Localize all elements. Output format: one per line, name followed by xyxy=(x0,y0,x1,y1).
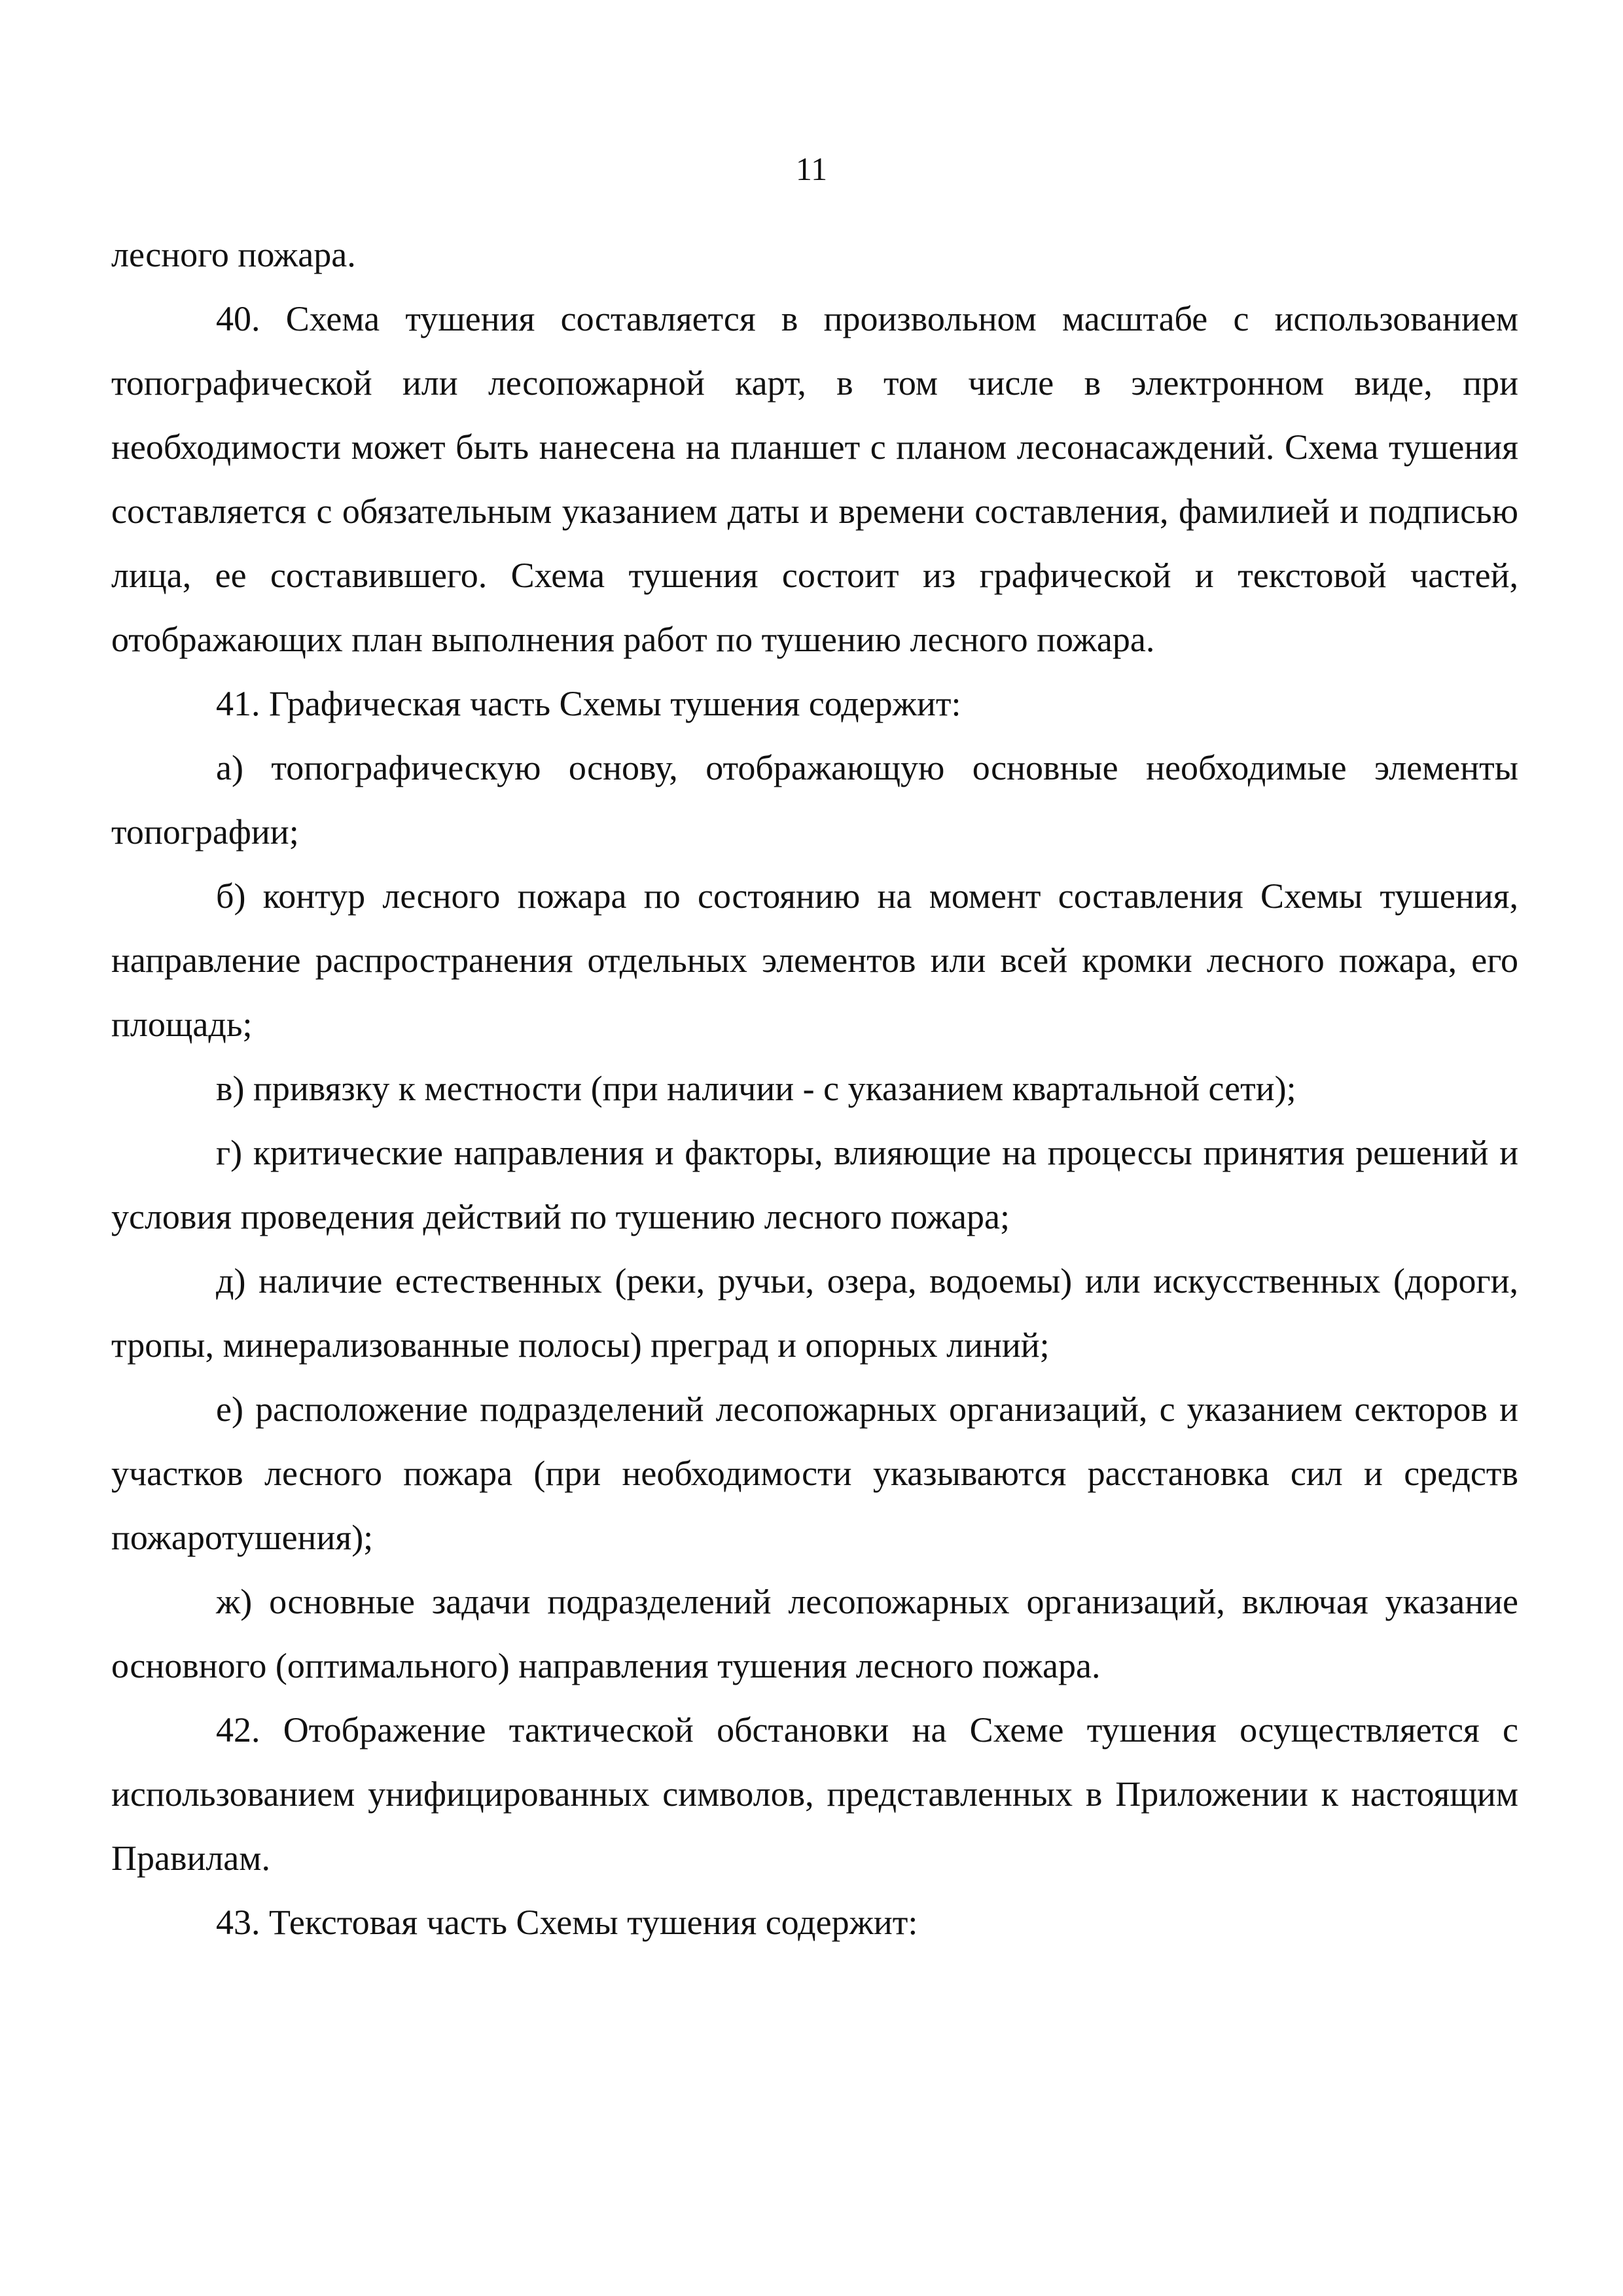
paragraph-41: 41. Графическая часть Схемы тушения содержит: xyxy=(216,684,961,723)
document-body xyxy=(111,223,1518,1954)
list-item-b: б) контур лесного пожара по состоянию на момент составления Схемы тушения, направление распространения отдельных элементов или всей кромки лесного пожара, его площадь; xyxy=(111,876,1518,1044)
list-item-zh: ж) основные задачи подразделений лесопожарных организаций, включая указание основного (оптимального) направления тушения лесного пожара. xyxy=(111,1582,1518,1685)
paragraph-continuation: лесного пожара. xyxy=(111,235,356,274)
list-item-d: д) наличие естественных (реки, ручьи, озера, водоемы) или искусственных (дороги, тропы, минерализованные полосы) преград и опорных линий; xyxy=(111,1261,1518,1365)
list-item-a: а) топографическую основу, отображающую основные необходимые элементы топографии; xyxy=(111,748,1518,852)
paragraph-42: 42. Отображение тактической обстановки на Схеме тушения осуществляется с использованием унифицированных символов, представленных в Приложении к настоящим Правилам. xyxy=(111,1710,1518,1878)
list-item-g: г) критические направления и факторы, влияющие на процессы принятия решений и условия проведения действий по тушению лесного пожара; xyxy=(111,1133,1518,1236)
list-item-e: е) расположение подразделений лесопожарных организаций, с указанием секторов и участков лесного пожара (при необходимости указываются расстановка сил и средств пожаротушения); xyxy=(111,1390,1518,1557)
paragraph-40: 40. Схема тушения составляется в произвольном масштабе с использованием топографической или лесопожарной карт, в том числе в электронном виде, при необходимости может быть нанесена на планшет с планом лесонасаждений. Схема тушения составляется с обязательным указанием даты и времени составления, фамилией и подписью лица, ее составившего. Схема тушения состоит из графической и текстовой частей, отображающих план выполнения работ по тушению лесного пожара. xyxy=(111,299,1518,659)
list-item-v: в) привязку к местности (при наличии - с указанием квартальной сети); xyxy=(216,1069,1296,1108)
page-number: 11 xyxy=(795,151,828,187)
paragraph-43: 43. Текстовая часть Схемы тушения содержит: xyxy=(216,1903,918,1942)
